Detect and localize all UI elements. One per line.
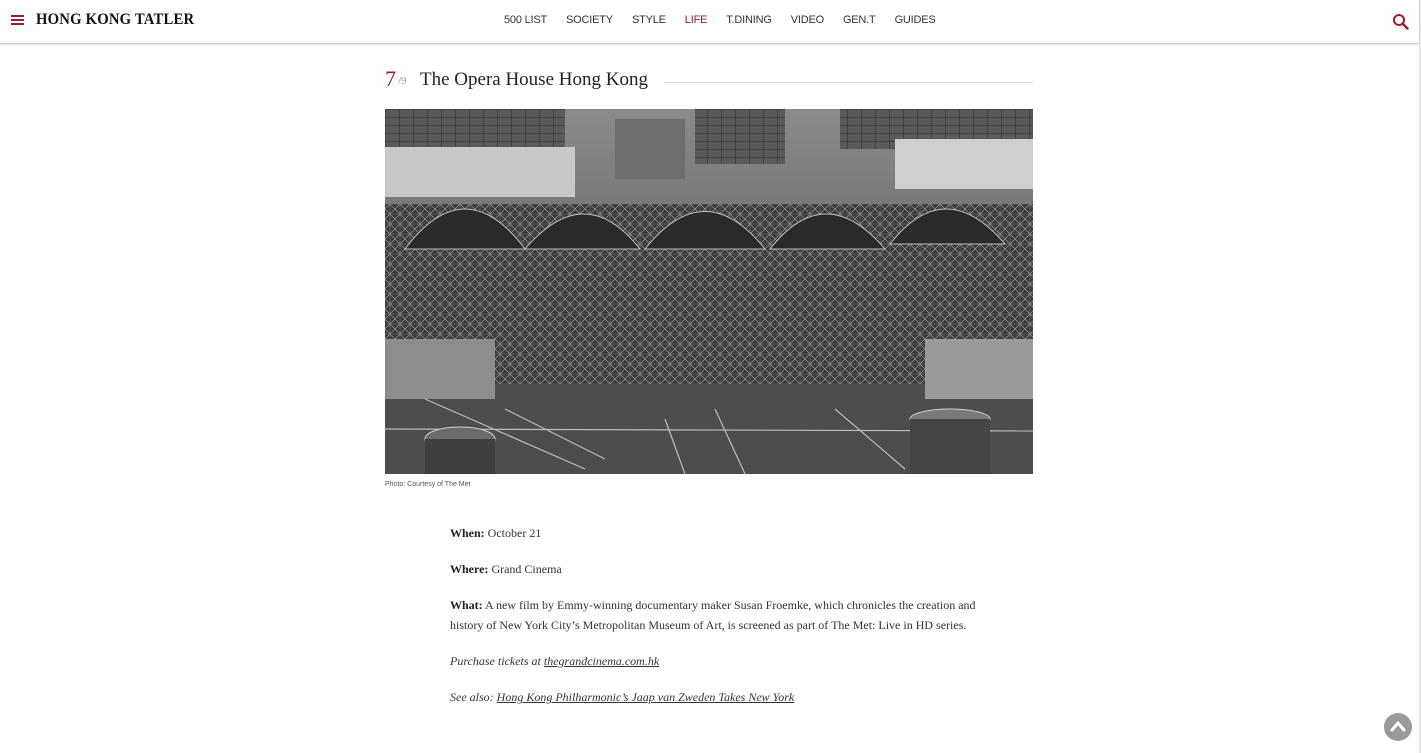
what-label: What:: [450, 598, 483, 612]
when-label: When:: [450, 526, 485, 540]
nav-item-t-dining[interactable]: T.DINING: [726, 14, 772, 26]
purchase-line: [450, 651, 980, 671]
nav-item-society[interactable]: SOCIETY: [566, 14, 613, 26]
what-value: A new film by Emmy-winning documentary maker Susan Froemke, which chronicles the creation and history of New York City’s Metropolitan Museum of Art, is screened as part of The Met: Live in HD series.: [450, 598, 976, 632]
nav-item-style[interactable]: STYLE: [631, 14, 666, 26]
see-also-link[interactable]: Hong Kong Philharmonic’s Jaap van Zweden Takes New York: [496, 690, 795, 704]
what-line: [450, 595, 980, 635]
slide-heading: [385, 66, 1033, 96]
nav-item-500-list[interactable]: 500 LIST: [504, 14, 548, 26]
nav-item-gen-t[interactable]: GEN.T: [842, 14, 876, 26]
see-also-line: [450, 687, 980, 707]
purchase-prefix: Purchase tickets at: [450, 654, 541, 668]
nav-item-life[interactable]: LIFE: [684, 14, 708, 26]
site-logo[interactable]: HONG KONG TATLER: [36, 11, 195, 28]
nav-item-guides[interactable]: GUIDES: [894, 14, 936, 26]
title-divider: [664, 82, 1033, 83]
nav-item-video[interactable]: VIDEO: [790, 14, 824, 26]
where-value: Grand Cinema: [491, 562, 562, 576]
slide-total: /9: [398, 75, 407, 87]
slide-title: The Opera House Hong Kong: [420, 69, 648, 90]
where-line: [450, 559, 980, 579]
when-line: [450, 523, 980, 543]
hamburger-menu-icon[interactable]: [11, 15, 24, 26]
site-header: [0, 0, 1419, 44]
purchase-link[interactable]: thegrandcinema.com.hk: [543, 654, 660, 668]
main-nav: [504, 14, 955, 26]
chevron-up-icon: [1384, 713, 1412, 741]
photo-caption: Photo: Courtesy of The Met: [385, 481, 471, 488]
article-body: [450, 523, 980, 723]
when-value: October 21: [487, 526, 542, 540]
see-also-prefix: See also:: [450, 690, 494, 704]
search-icon[interactable]: [1392, 13, 1409, 30]
slide-number: 7: [385, 66, 396, 91]
back-to-top-button[interactable]: [1384, 713, 1412, 741]
where-label: Where:: [450, 562, 489, 576]
slide-photo: [385, 109, 1033, 474]
